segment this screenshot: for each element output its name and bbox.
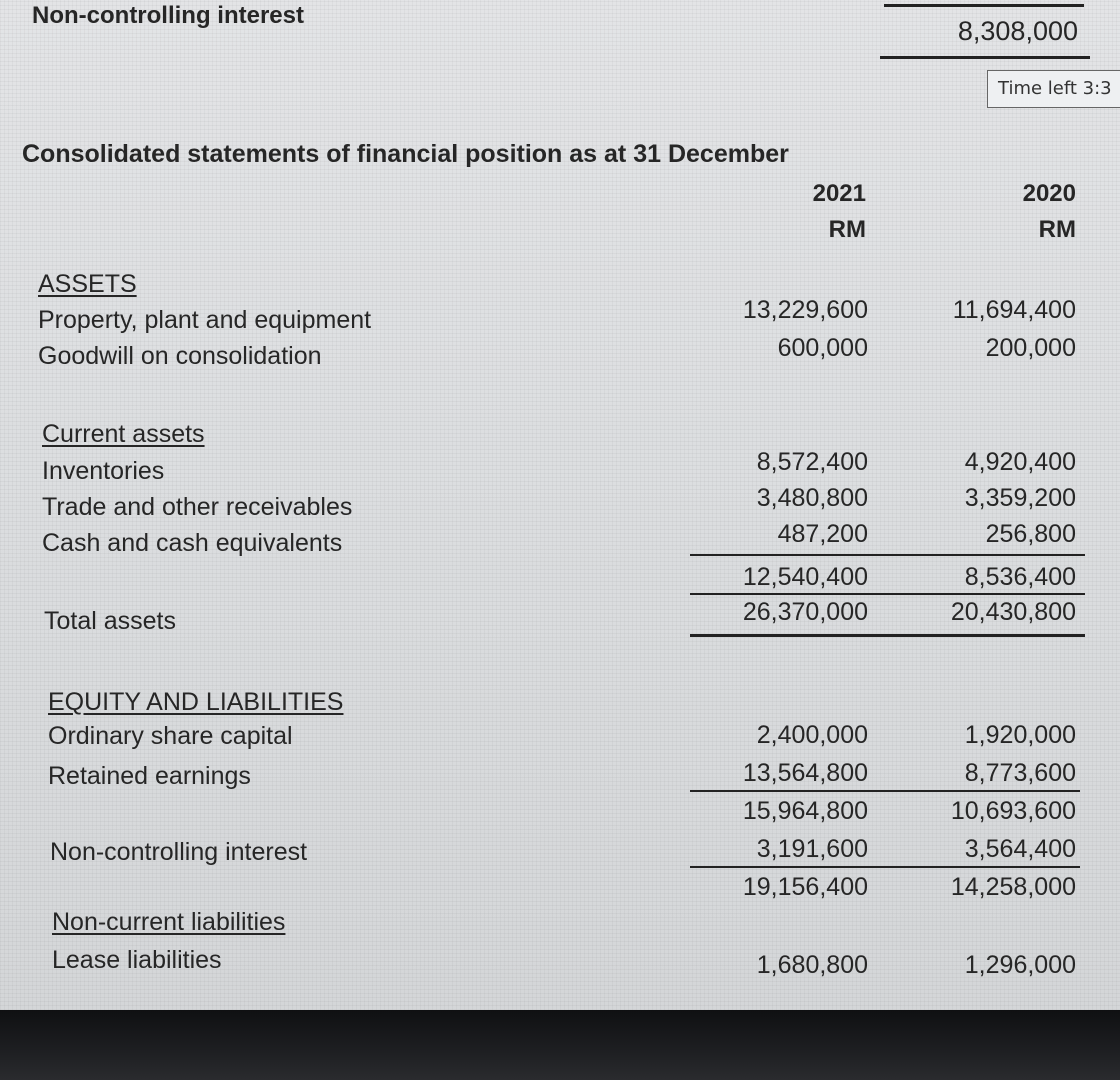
- monitor-bezel: [0, 1010, 1120, 1080]
- double-underline: [690, 634, 1085, 637]
- section-heading-assets: ASSETS: [38, 270, 137, 298]
- equity-subtotal-2021: 15,964,800: [742, 797, 868, 825]
- value-2020: 4,920,400: [964, 448, 1076, 476]
- row-label: Ordinary share capital: [48, 722, 293, 750]
- top-row-label: Non-controlling interest: [32, 2, 304, 29]
- value-2020: 200,000: [985, 334, 1076, 362]
- subtotal-2020: 8,536,400: [964, 563, 1076, 591]
- nci-label: Non-controlling interest: [50, 838, 308, 866]
- value-2021: 600,000: [777, 334, 868, 362]
- nci-2020: 3,564,400: [964, 835, 1076, 863]
- section-heading-equity: EQUITY AND LIABILITIES: [48, 688, 344, 716]
- time-left-indicator: Time left 3:3: [987, 70, 1120, 108]
- column-year-2020: 2020: [1022, 180, 1076, 207]
- value-2020: 11,694,400: [952, 296, 1076, 324]
- row-label: Cash and cash equivalents: [42, 529, 343, 557]
- value-2021: 13,229,600: [742, 296, 868, 324]
- top-row-double-rule: [880, 56, 1090, 59]
- section-heading-current-assets: Current assets: [42, 420, 205, 448]
- equity-total-2021: 19,156,400: [742, 873, 868, 901]
- total-assets-label: Total assets: [44, 607, 177, 635]
- value-2021: 487,200: [777, 520, 868, 548]
- row-label: Retained earnings: [48, 762, 251, 790]
- total-rule: [690, 593, 1085, 595]
- column-year-2021: 2021: [812, 180, 866, 207]
- row-label: Trade and other receivables: [42, 493, 353, 521]
- row-label: Lease liabilities: [52, 946, 222, 974]
- value-2020: 3,359,200: [964, 484, 1076, 512]
- section-heading-non-current-liabilities: Non-current liabilities: [52, 908, 286, 936]
- page-title: Consolidated statements of financial position as at 31 December: [22, 140, 789, 168]
- total-assets-2020: 20,430,800: [950, 598, 1076, 626]
- row-label: Goodwill on consolidation: [38, 342, 322, 370]
- equity-subtotal-2020: 10,693,600: [950, 797, 1076, 825]
- total-assets-2021: 26,370,000: [742, 598, 868, 626]
- subtotal-rule: [690, 554, 1085, 556]
- value-2020: 1,296,000: [964, 951, 1076, 979]
- value-2020: 8,773,600: [964, 759, 1076, 787]
- top-row-value: 8,308,000: [957, 16, 1078, 46]
- column-unit-2021: RM: [828, 216, 866, 243]
- nci-2021: 3,191,600: [756, 835, 868, 863]
- subtotal-2021: 12,540,400: [742, 563, 868, 591]
- subtotal-rule: [690, 790, 1080, 792]
- column-unit-2020: RM: [1038, 216, 1076, 243]
- value-2021: 3,480,800: [756, 484, 868, 512]
- value-2021: 1,680,800: [756, 951, 868, 979]
- value-2021: 2,400,000: [756, 721, 868, 749]
- top-row-rule: [884, 4, 1084, 7]
- value-2020: 256,800: [985, 520, 1076, 548]
- row-label: Property, plant and equipment: [38, 306, 372, 334]
- value-2021: 13,564,800: [742, 759, 868, 787]
- value-2021: 8,572,400: [756, 448, 868, 476]
- total-rule: [690, 866, 1080, 868]
- row-label: Inventories: [42, 457, 165, 485]
- value-2020: 1,920,000: [964, 721, 1076, 749]
- equity-total-2020: 14,258,000: [950, 873, 1076, 901]
